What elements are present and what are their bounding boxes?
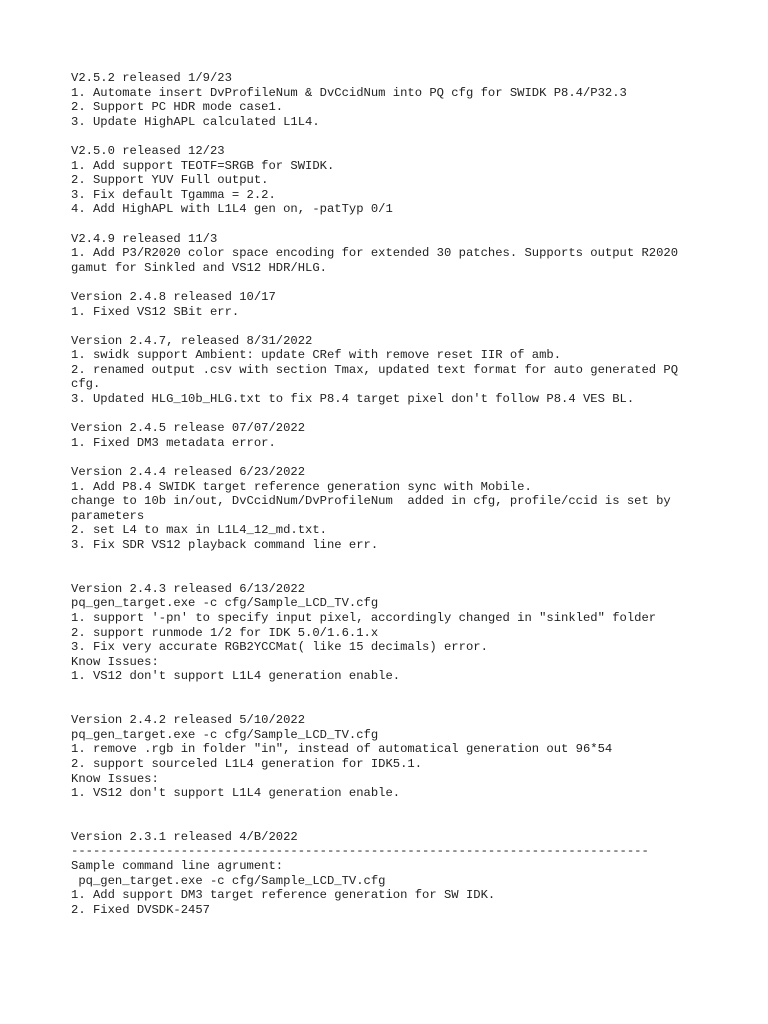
text-line: 3. Updated HLG_10b_HLG.txt to fix P8.4 target pixel don't follow P8.4 VES BL. [71,392,635,407]
text-line: 1. VS12 don't support L1L4 generation enable. [71,669,401,684]
text-line: pq_gen_target.exe -c cfg/Sample_LCD_TV.cfg [71,873,386,888]
text-line: Version 2.4.2 released 5/10/2022 [71,713,306,728]
text-line: change to 10b in/out, DvCcidNum/DvProfileNum added in cfg, profile/ccid is set by [71,494,671,509]
text-line: Version 2.4.5 release 07/07/2022 [71,421,306,436]
text-line: 2. Support YUV Full output. [71,173,269,188]
text-line: Version 2.4.8 released 10/17 [71,289,276,304]
text-line: 1. Automate insert DvProfileNum & DvCcidNum into PQ cfg for SWIDK P8.4/P32.3 [71,85,627,100]
text-line: 1. Add P3/R2020 color space encoding for extended 30 patches. Supports output R2020 [71,246,679,261]
text-line: parameters [71,508,145,523]
text-line: pq_gen_target.exe -c cfg/Sample_LCD_TV.cfg [71,596,379,611]
text-line: 2. Fixed DVSDK-2457 [71,902,210,917]
text-line: Know Issues: [71,654,159,669]
text-line: 2. support sourceled L1L4 generation for IDK5.1. [71,756,423,771]
text-line: Version 2.3.1 released 4/B/2022 [71,829,298,844]
blank-line [71,801,711,816]
text-line: pq_gen_target.exe -c cfg/Sample_LCD_TV.cfg [71,727,379,742]
text-line: V2.5.2 released 1/9/23 [71,71,232,85]
text-line: 1. Add support DM3 target reference generation for SW IDK. [71,888,496,903]
text-line: 1. swidk support Ambient: update CRef with remove reset IIR of amb. [71,348,562,363]
text-line: 3. Fix very accurate RGB2YCCMat( like 15 decimals) error. [71,640,488,655]
text-line: 1. support '-pn' to specify input pixel, accordingly changed in "sinkled" folder [71,610,657,625]
blank-line [71,319,711,334]
blank-line [71,553,711,568]
text-line: 2. renamed output .csv with section Tmax, updated text format for auto generated PQ [71,362,679,377]
blank-line [71,407,711,422]
text-line: Sample command line agrument: [71,859,284,874]
text-line: ------------------------------------------------------------------------------- [71,844,649,859]
text-line: Know Issues: [71,771,159,786]
text-line: 4. Add HighAPL with L1L4 gen on, -patTyp 0/1 [71,202,393,217]
text-line: Version 2.4.4 released 6/23/2022 [71,465,306,480]
text-line: 1. VS12 don't support L1L4 generation enable. [71,786,401,801]
blank-line [71,450,711,465]
text-line: 3. Fix default Tgamma = 2.2. [71,187,276,202]
text-line: 3. Fix SDR VS12 playback command line err. [71,538,379,552]
blank-line [71,567,711,582]
blank-line [71,815,711,830]
blank-line [71,275,711,290]
text-line: 2. set L4 to max in L1L4_12_md.txt. [71,523,327,538]
release-notes-document [71,71,711,917]
text-line: V2.5.0 released 12/23 [71,143,225,158]
text-line: gamut for Sinkled and VS12 HDR/HLG. [71,260,327,275]
text-line: Version 2.4.7, released 8/31/2022 [71,333,313,348]
blank-line [71,699,711,714]
text-line: 1. remove .rgb in folder "in", instead of automatical generation out 96*54 [71,742,613,757]
blank-line [71,684,711,699]
text-line: 1. Add P8.4 SWIDK target reference generation sync with Mobile. [71,479,532,494]
text-line: 2. support runmode 1/2 for IDK 5.0/1.6.1.x [71,625,379,640]
text-line: V2.4.9 released 11/3 [71,231,218,246]
text-line: 1. Fixed VS12 SBit err. [71,304,240,319]
text-line: 2. Support PC HDR mode case1. [71,100,284,115]
text-line: 3. Update HighAPL calculated L1L4. [71,114,320,129]
blank-line [71,129,711,144]
text-line: Version 2.4.3 released 6/13/2022 [71,581,306,596]
text-line: 1. Fixed DM3 metadata error. [71,435,276,450]
text-line: cfg. [71,377,101,392]
blank-line [71,217,711,232]
text-line: 1. Add support TEOTF=SRGB for SWIDK. [71,158,335,173]
